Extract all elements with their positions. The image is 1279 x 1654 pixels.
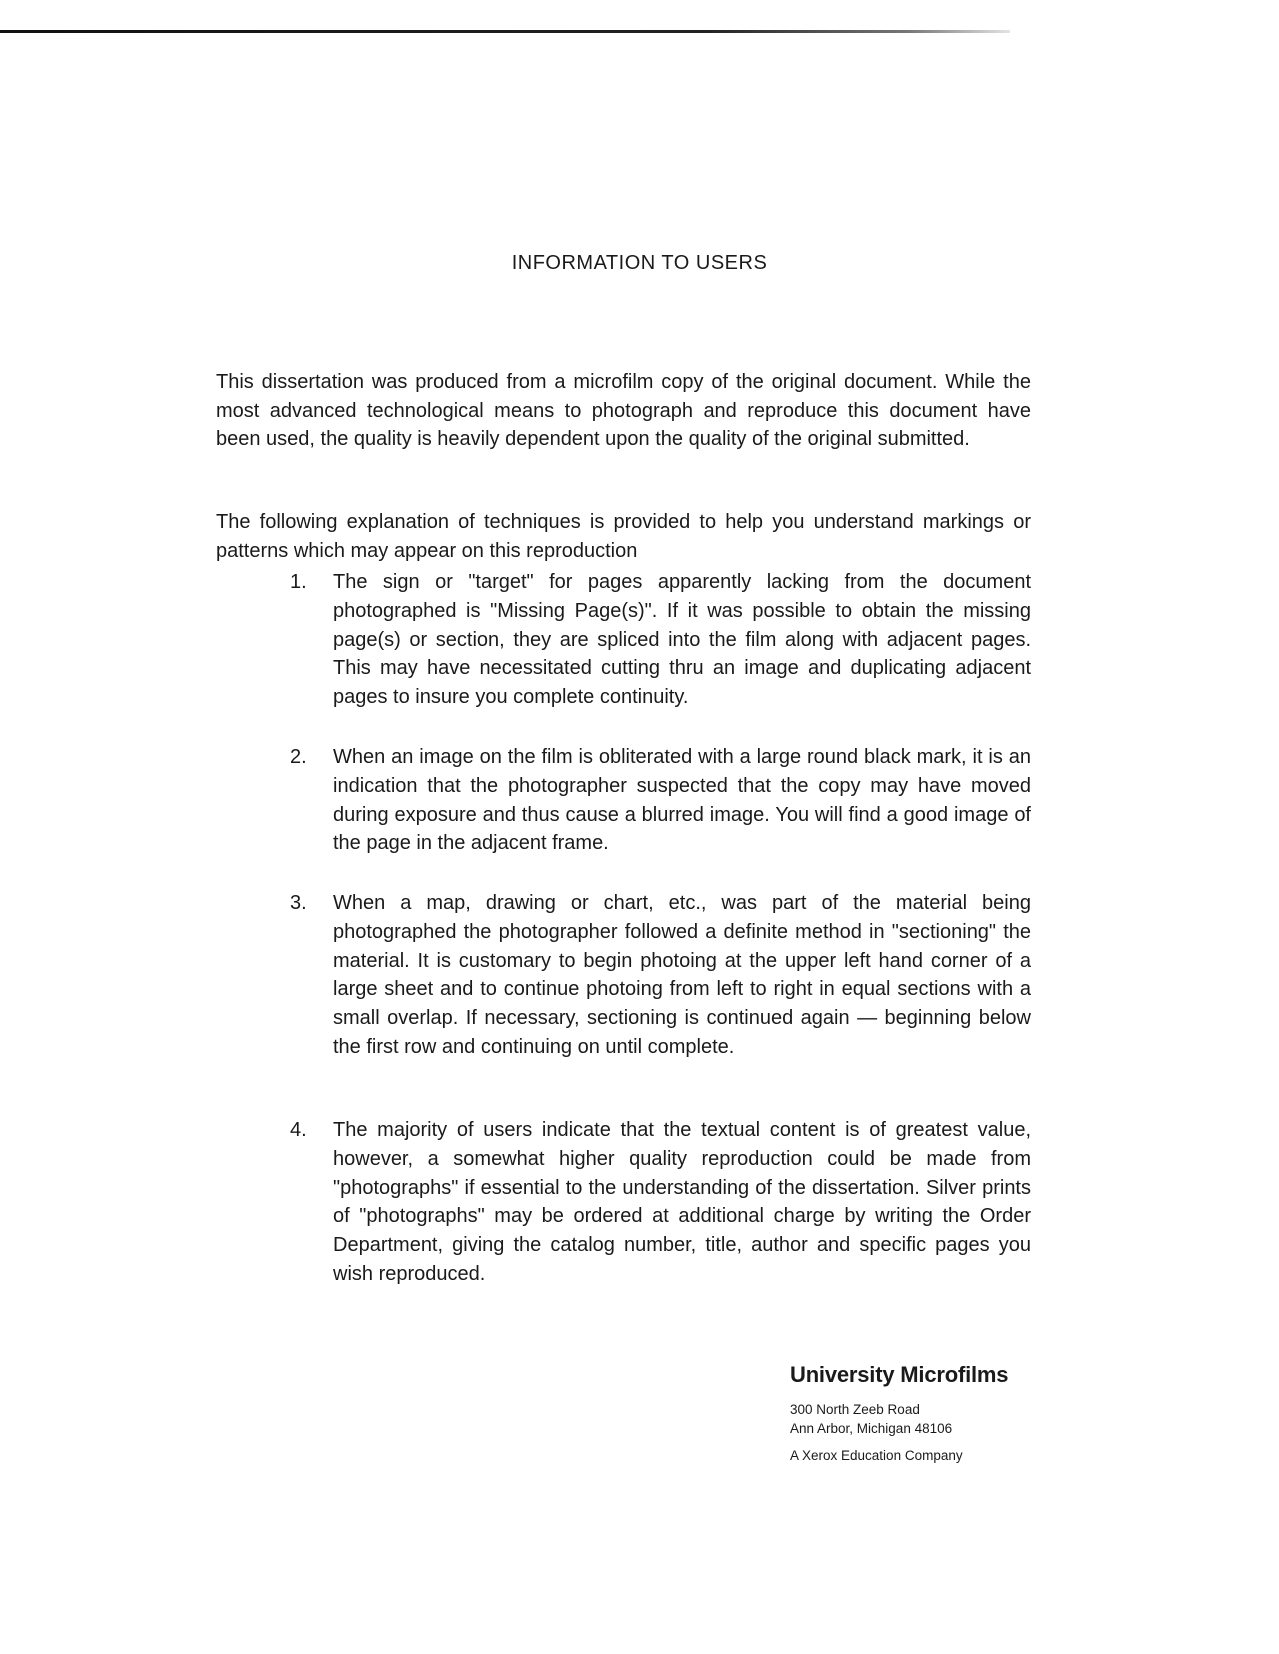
list-item-number: 2. bbox=[290, 746, 307, 768]
intro-paragraph: This dissertation was produced from a microfilm copy of the original document. While the most advanced technological means to photograph and reproduce this document have been used, the quality is heavily dependent upon the quality of the original submitted. bbox=[216, 371, 1031, 450]
list-item-text: The majority of users indicate that the textual content is of greatest value, however, a somewhat higher quality reproduction could be made from "photographs" if essential to the understanding of the dissertation. Silver prints of "photographs" may be ordered at additional charge by writing the Order Department, giving the catalog number, title, author and specific pages you wish reproduced. bbox=[333, 1119, 1031, 1285]
list-item bbox=[290, 1116, 1031, 1289]
top-rule bbox=[0, 30, 1010, 33]
list-item-text: When a map, drawing or chart, etc., was part of the material being photographed the photographer followed a definite method in "sectioning" the material. It is customary to begin photoing at the upper left hand corner of a large sheet and to continue photoing from left to right in equal sections with a small overlap. If necessary, sectioning is continued again — beginning below the first row and continuing on until complete. bbox=[333, 892, 1031, 1058]
list-item-number: 4. bbox=[290, 1119, 307, 1141]
address-line-1: 300 North Zeeb Road bbox=[790, 1402, 920, 1417]
publisher-imprint bbox=[790, 1362, 1070, 1463]
page-title: INFORMATION TO USERS bbox=[511, 252, 768, 274]
list-item-text: The sign or "target" for pages apparently lacking from the document photographed is "Missing Page(s)". If it was possible to obtain the missing page(s) or section, they are spliced into the film along with adjacent pages. This may have necessitated cutting thru an image and duplicating adjacent pages to insure you complete continuity. bbox=[333, 571, 1031, 709]
list-item bbox=[290, 743, 1031, 858]
publisher-name: University Microfilms bbox=[790, 1362, 1009, 1387]
list-item bbox=[290, 568, 1031, 712]
list-item-text: When an image on the film is obliterated with a large round black mark, it is an indication that the photographer suspected that the copy may have moved during exposure and thus cause a blurred image. You will find a good image of the page in the adjacent frame. bbox=[333, 746, 1031, 855]
list-item-number: 3. bbox=[290, 892, 307, 914]
explanation-paragraph: The following explanation of techniques is provided to help you understand markings or patterns which may appear on this reproduction bbox=[216, 511, 1031, 562]
address-line-2: Ann Arbor, Michigan 48106 bbox=[790, 1421, 953, 1436]
parent-company: A Xerox Education Company bbox=[790, 1448, 963, 1463]
list-item-number: 1. bbox=[290, 571, 307, 593]
list-item bbox=[290, 889, 1031, 1062]
